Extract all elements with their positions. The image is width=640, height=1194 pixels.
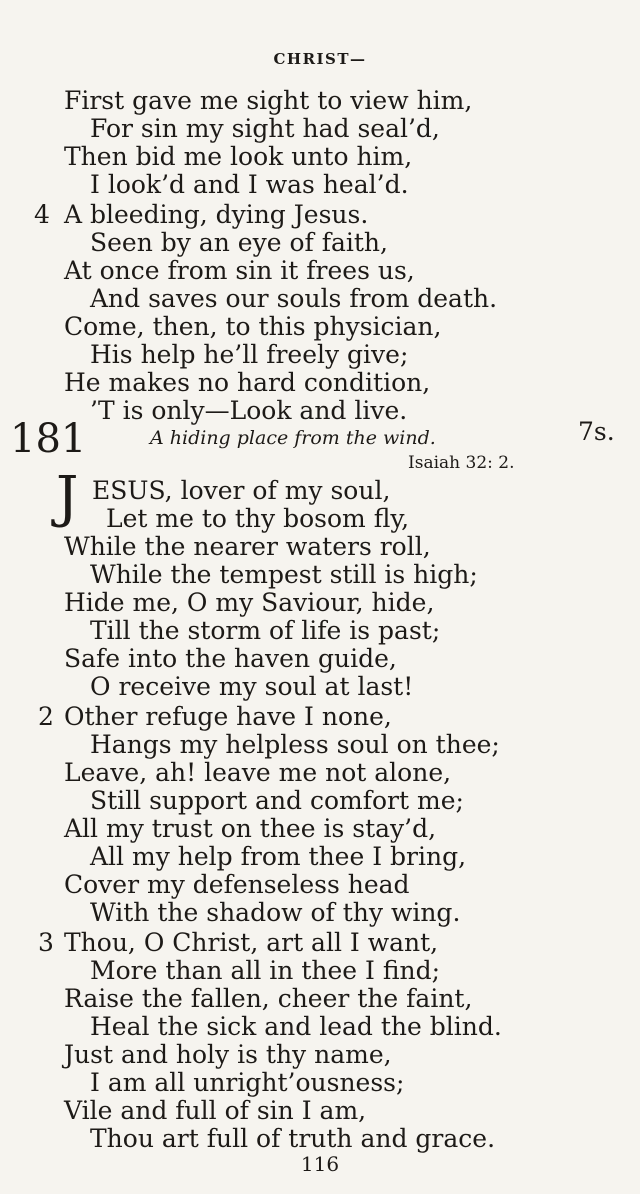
- verse-line: First gave me sight to view him,: [64, 86, 473, 115]
- verse-number: 4: [34, 200, 50, 229]
- verse-line: I look’d and I was heal’d.: [90, 170, 409, 199]
- verse-number: 3: [38, 928, 54, 957]
- verse-line: While the nearer waters roll,: [64, 532, 431, 561]
- drop-cap: J: [56, 465, 79, 530]
- hymn-meter: 7s.: [578, 417, 615, 446]
- verse-line: Thou art full of truth and grace.: [90, 1124, 496, 1153]
- verse-line: A bleeding, dying Jesus.: [64, 200, 369, 229]
- verse-line: Still support and comfort me;: [90, 786, 464, 815]
- verse-line: More than all in thee I find;: [90, 956, 441, 985]
- verse-line: All my trust on thee is stay’d,: [64, 814, 437, 843]
- verse-number: 2: [38, 702, 54, 731]
- verse-line: Cover my defenseless head: [64, 870, 410, 899]
- scripture-reference: Isaiah 32: 2.: [408, 453, 515, 473]
- verse-line: Then bid me look unto him,: [64, 142, 413, 171]
- verse-line: His help he’ll freely give;: [90, 340, 409, 369]
- verse-line: He makes no hard condition,: [64, 368, 431, 397]
- verse-line: Raise the fallen, cheer the faint,: [64, 984, 473, 1013]
- verse-line: Heal the sick and lead the blind.: [90, 1012, 502, 1041]
- verse-line: I am all unright’ousness;: [90, 1068, 405, 1097]
- verse-line: And saves our souls from death.: [90, 284, 498, 313]
- verse-line: Just and holy is thy name,: [64, 1040, 392, 1069]
- verse-line: Leave, ah! leave me not alone,: [64, 758, 452, 787]
- verse-line: For sin my sight had seal’d,: [90, 114, 440, 143]
- verse-line: Other refuge have I none,: [64, 702, 392, 731]
- verse-line: Come, then, to this physician,: [64, 312, 442, 341]
- verse-line: Till the storm of life is past;: [90, 616, 441, 645]
- verse-line: All my help from thee I bring,: [90, 842, 467, 871]
- hymn-number: 181: [10, 416, 87, 462]
- running-header: CHRIST—: [273, 50, 367, 68]
- verse-line: Hide me, O my Saviour, hide,: [64, 588, 435, 617]
- verse-line: While the tempest still is high;: [90, 560, 478, 589]
- verse-line: Let me to thy bosom fly,: [106, 504, 410, 533]
- verse-line: ESUS, lover of my soul,: [92, 476, 391, 505]
- hymn-subtitle: A hiding place from the wind.: [150, 427, 436, 449]
- page-number: 116: [300, 1152, 340, 1176]
- verse-line: Vile and full of sin I am,: [64, 1096, 367, 1125]
- verse-line: Seen by an eye of faith,: [90, 228, 388, 257]
- verse-line: With the shadow of thy wing.: [90, 898, 461, 927]
- verse-line: O receive my soul at last!: [90, 672, 414, 701]
- verse-line: Safe into the haven guide,: [64, 644, 397, 673]
- verse-line: Hangs my helpless soul on thee;: [90, 730, 500, 759]
- verse-line: Thou, O Christ, art all I want,: [64, 928, 439, 957]
- verse-line: At once from sin it frees us,: [64, 256, 415, 285]
- verse-line: ’T is only—Look and live.: [90, 396, 408, 425]
